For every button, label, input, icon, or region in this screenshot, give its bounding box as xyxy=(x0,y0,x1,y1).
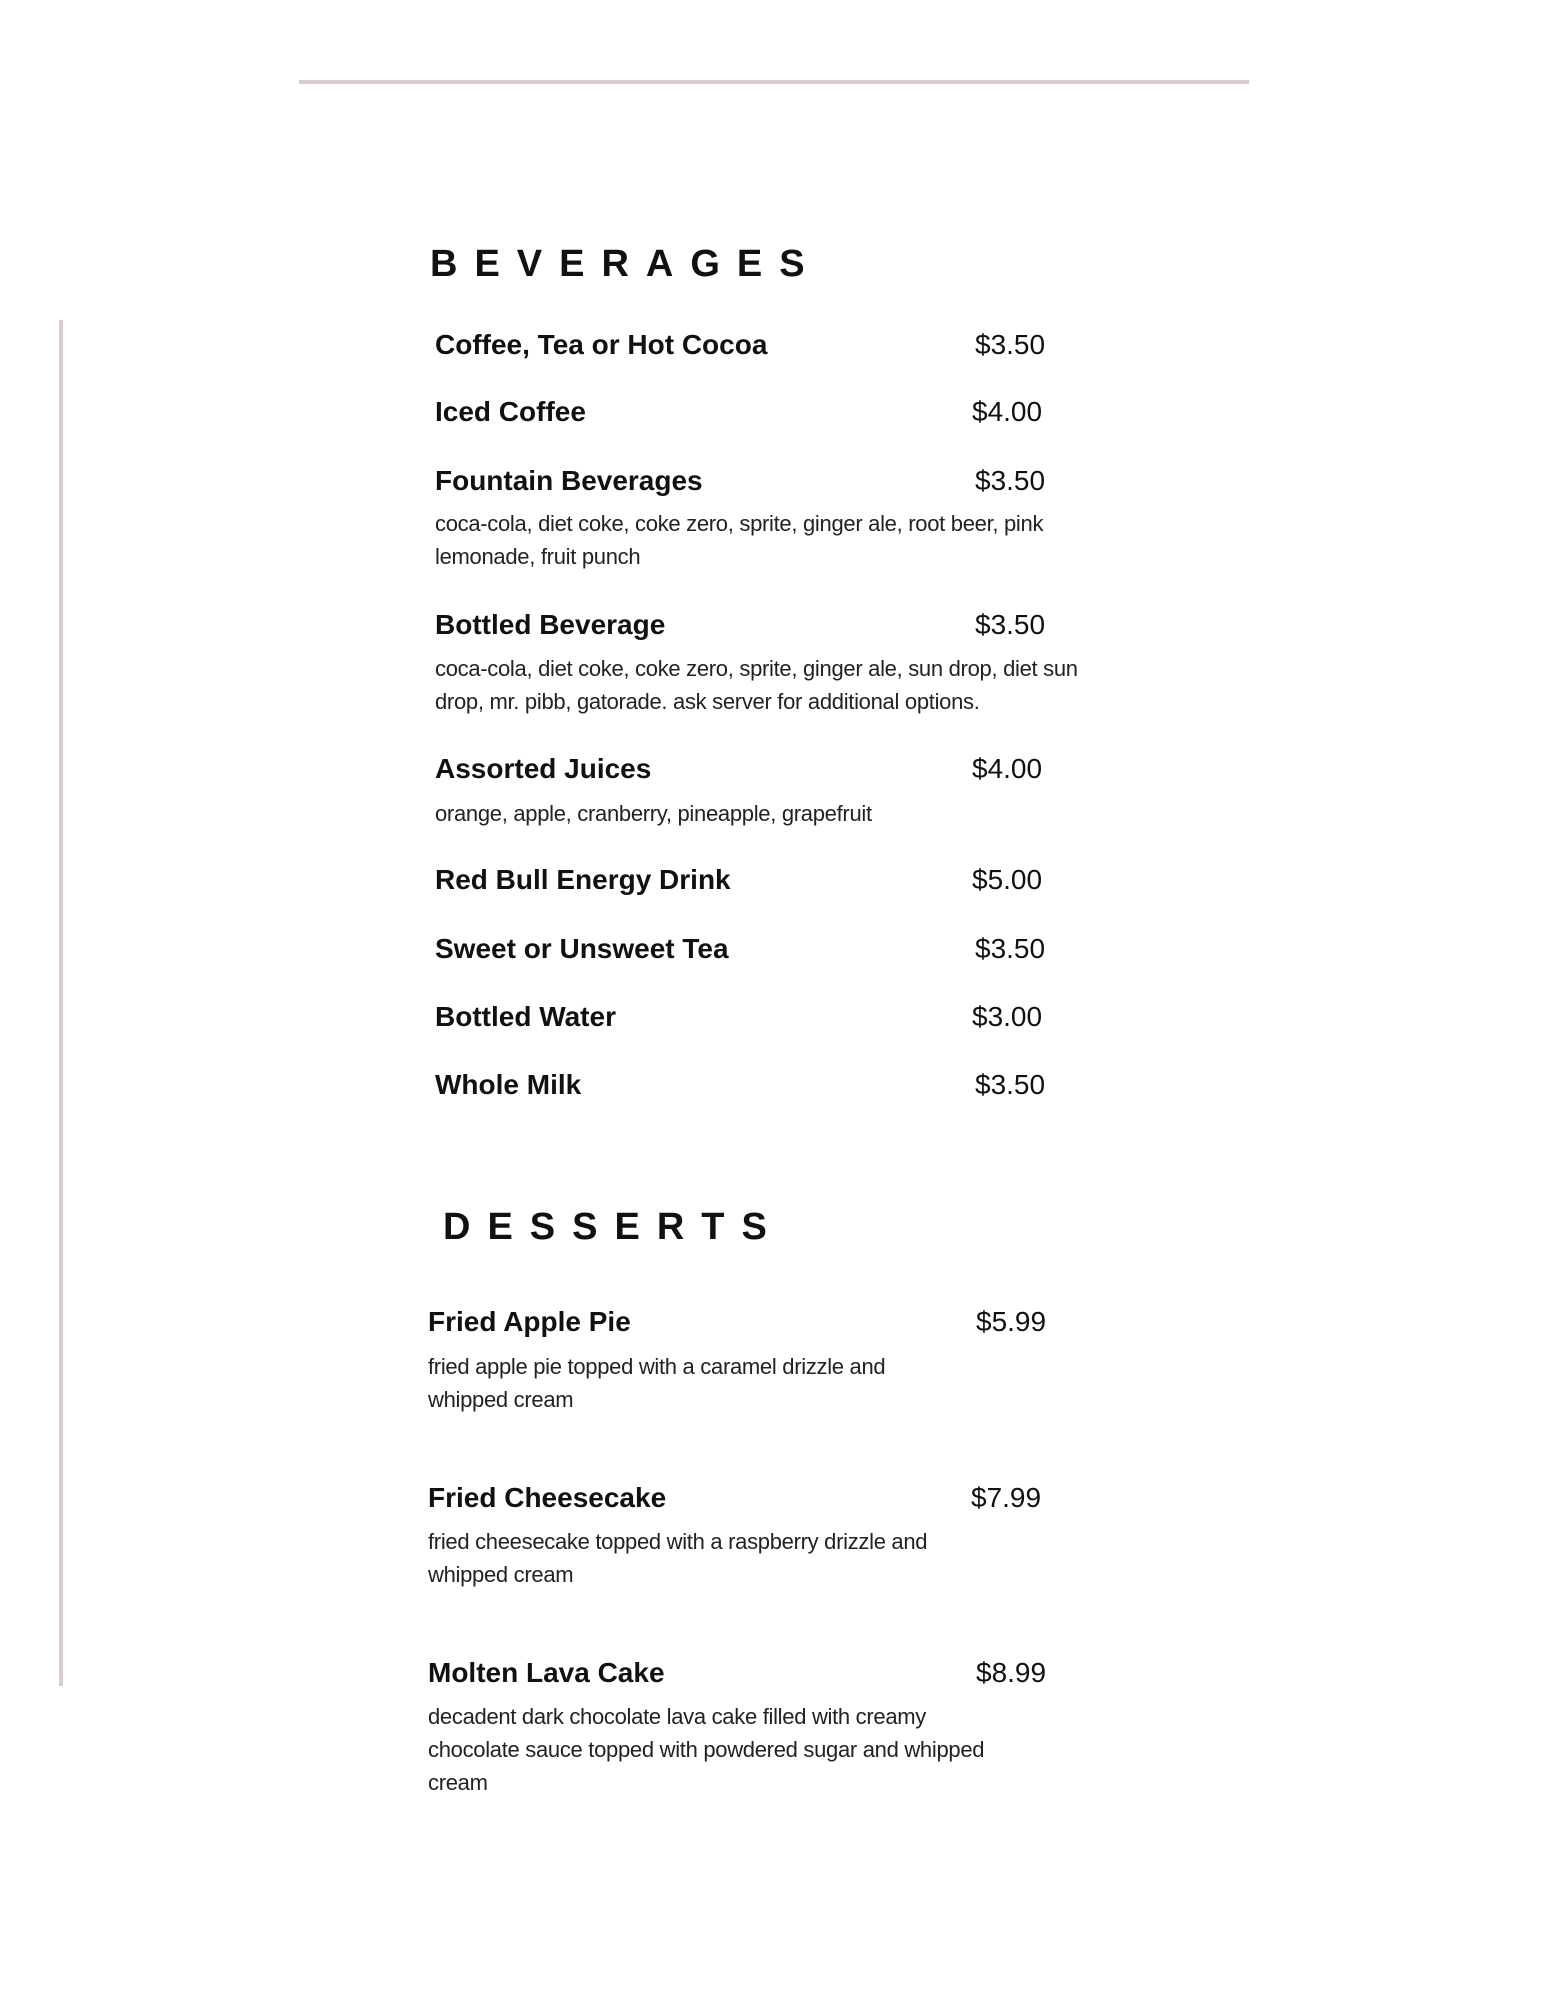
menu-item-price: $3.50 xyxy=(975,933,1046,964)
menu-item-price: $8.99 xyxy=(976,1657,1047,1688)
menu-item-description: decadent dark chocolate lava cake filled with creamy chocolate sauce topped with powdered sugar and whipped cream xyxy=(428,1704,985,1795)
menu-item-price: $7.99 xyxy=(971,1482,1042,1513)
menu-item-name: Bottled Water xyxy=(435,1001,616,1032)
menu-item-price: $3.50 xyxy=(975,609,1046,640)
menu-item-price: $4.00 xyxy=(972,753,1043,784)
menu-item-description: orange, apple, cranberry, pineapple, grapefruit xyxy=(435,801,872,826)
menu-item-name: Fried Cheesecake xyxy=(428,1482,667,1513)
menu-item-description: coca-cola, diet coke, coke zero, sprite, ginger ale, sun drop, diet sun drop, mr. pibb, gatorade. ask server for additional options. xyxy=(435,656,1078,714)
side-divider xyxy=(59,320,63,1686)
menu-item-name: Red Bull Energy Drink xyxy=(435,864,731,895)
menu-item-price: $3.50 xyxy=(975,1069,1046,1100)
menu-item-description: fried cheesecake topped with a raspberry drizzle and whipped cream xyxy=(428,1529,928,1587)
menu-item-name: Molten Lava Cake xyxy=(428,1657,665,1688)
menu-item-price: $3.00 xyxy=(972,1001,1043,1032)
menu-item-name: Fountain Beverages xyxy=(435,465,703,496)
menu-item-price: $5.00 xyxy=(972,864,1043,895)
menu-item-name: Bottled Beverage xyxy=(435,609,666,640)
menu-item-price: $5.99 xyxy=(976,1306,1047,1337)
menu-item-name: Coffee, Tea or Hot Cocoa xyxy=(435,329,768,360)
desserts-heading: DESSERTS xyxy=(443,1206,784,1248)
menu-item-name: Iced Coffee xyxy=(435,396,586,427)
menu-item-price: $4.00 xyxy=(972,396,1043,427)
menu-item-name: Whole Milk xyxy=(435,1069,582,1100)
menu-item-name: Sweet or Unsweet Tea xyxy=(435,933,729,964)
menu-item-description: coca-cola, diet coke, coke zero, sprite, ginger ale, root beer, pink lemonade, fruit punch xyxy=(435,511,1044,569)
menu-item-description: fried apple pie topped with a caramel drizzle and whipped cream xyxy=(428,1354,886,1412)
menu-item-name: Assorted Juices xyxy=(435,753,652,784)
menu-item-price: $3.50 xyxy=(975,329,1046,360)
beverages-heading: BEVERAGES xyxy=(430,243,822,285)
menu-item-price: $3.50 xyxy=(975,465,1046,496)
menu-item-name: Fried Apple Pie xyxy=(428,1306,631,1337)
top-divider xyxy=(299,80,1249,84)
